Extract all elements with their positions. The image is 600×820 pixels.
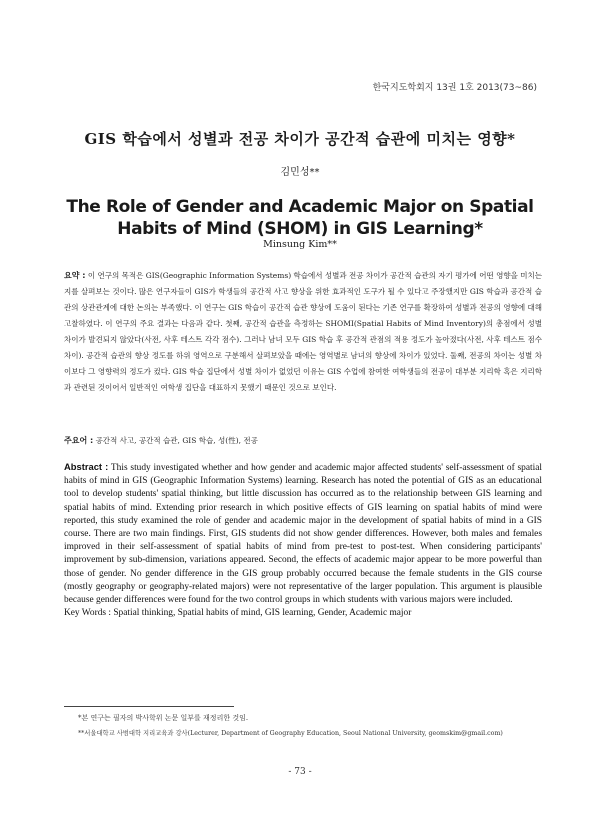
keywords-korean-text: 공간적 사고, 공간적 습관, GIS 학습, 성(性), 전공 xyxy=(95,436,258,445)
footnote-affiliation: **서울대학교 사범대학 지리교육과 강사(Lecturer, Department of Geography Education, Seoul National University, geomskim@gmail.com) xyxy=(78,730,503,737)
journal-header: 한국지도학회지 13권 1호 2013(73~86) xyxy=(372,83,537,93)
footnote-divider xyxy=(64,706,234,707)
page-number: - 73 - xyxy=(288,767,312,777)
abstract-english-text: This study investigated whether and how gender and academic major affected students' self-assessment of spatial habits of mind in GIS (Geographic Information Systems) learning. Research has noted the potential of GIS as an educational tool to develop students' spatial thinking, but little discussion has occurred as to the relationship between GIS learning and spatial habits of mind. Extending prior research in which positive effects of GIS learning on spatial habits of mind were reported, this study examined the role of gender and academic major in the development of spatial habits of mind in a GIS course. There are two main findings. First, GIS students did not show gender differences. However, both males and females improved in their self-assessment of spatial habits of mind from pre-test to post-test. When considering participants' improvement by sub-dimension, variations appeared. Second, the effects of academic major appear to be more powerful than those of gender. No gender difference in the GIS group probably occurred because the female students in the GIS course (mostly geography or geography-related majors) were not representative of the larger population. This argument is plausible because gender differences were found for the two control groups in which students with various majors were included. xyxy=(64,463,542,606)
author-english: Minsung Kim** xyxy=(263,239,337,250)
abstract-korean-label: 요약 : xyxy=(64,271,86,280)
abstract-english-label: Abstract : xyxy=(64,461,109,472)
title-english: The Role of Gender and Academic Major on Spatial Habits of Mind (SHOM) in GIS Learning* xyxy=(66,197,534,239)
keywords-english xyxy=(64,608,542,618)
author-korean: 김민성** xyxy=(280,167,320,178)
keywords-english-label: Key Words : xyxy=(64,608,111,618)
footnote-funding: *본 연구는 필자의 박사학위 논문 일부를 재정리한 것임. xyxy=(78,714,249,722)
abstract-korean-text: 이 연구의 목적은 GIS(Geographic Information Systems) 학습에서 성별과 전공 차이가 공간적 습관의 자기 평가에 어떤 영향을 미치는지를 살펴보는 것이다. 많은 연구자들이 GIS가 학생들의 공간적 사고 향상을 위한 효과적인 도구가 될 수 있다고 주장했지만 GIS 학습과 공간적 습관의 상관관계에 대한 논의는 부족했다. 이 연구는 GIS 학습이 공간적 습관 향상에 도움이 된다는 기존 연구를 확장하여 성별과 전공의 영향에 대해 고찰하였다. 이 연구의 주요 결과는 다음과 같다. 첫째, 공간적 습관을 측정하는 SHOMI(Spatial Habits of Mind Inventory)의 총점에서 성별 차이가 발견되지 않았다(사전, 사후 테스트 각각 점수). 그러나 남녀 모두 GIS 학습 후 공간적 관점의 적용 정도가 높아졌다(사전, 사후 테스트 점수 차이). 공간적 습관의 향상 정도를 하위 영역으로 구분해서 살펴보았을 때에는 영역별로 남녀의 향상에 차이가 있었다. 둘째, 전공의 차이는 성별 차이보다 그 영향력의 정도가 컸다. GIS 학습 집단에서 성별 차이가 없었던 이유는 GIS 수업에 참여한 여학생들의 전공이 대부분 지리학 혹은 지리학과 관련된 것이어서 일반적인 여학생 집단을 대표하지 못했기 때문인 것으로 보인다. xyxy=(64,271,542,392)
keywords-korean-label: 주요어 : xyxy=(64,436,94,445)
title-korean: GIS 학습에서 성별과 전공 차이가 공간적 습관에 미치는 영향* xyxy=(84,130,516,148)
abstract-korean xyxy=(64,268,542,396)
abstract-english xyxy=(64,460,542,607)
keywords-korean xyxy=(64,435,542,446)
keywords-english-text: Spatial thinking, Spatial habits of mind, GIS learning, Gender, Academic major xyxy=(113,608,412,618)
